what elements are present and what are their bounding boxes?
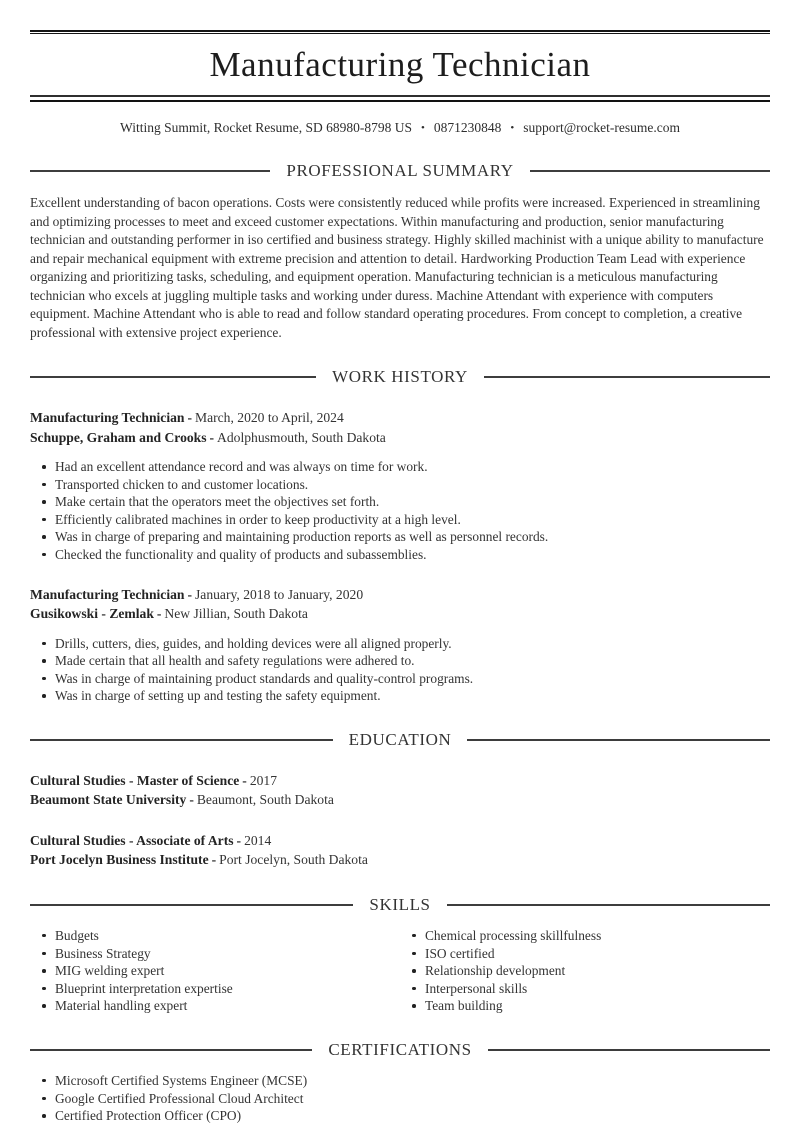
job-bullet-text: Made certain that all health and safety regulations were adhered to. — [55, 653, 415, 669]
page-title: Manufacturing Technician — [209, 45, 591, 84]
bullet-dot-icon — [42, 934, 46, 938]
bullet-dot-icon — [412, 1004, 416, 1008]
skill-item — [41, 997, 400, 1015]
job-title: Manufacturing Technician — [30, 410, 185, 425]
job-title-line — [30, 408, 770, 428]
heading-rule-left — [30, 1049, 312, 1051]
job-bullet-text: Make certain that the operators meet the objectives set forth. — [55, 494, 380, 510]
bullet-dot-icon — [412, 969, 416, 973]
job-bullet — [41, 635, 770, 653]
bullet-dot-icon — [42, 1097, 46, 1101]
skill-text: Chemical processing skillfulness — [425, 927, 602, 943]
skill-item — [411, 997, 770, 1015]
bullet-dot-icon — [42, 642, 46, 646]
dash-separator: - — [209, 429, 215, 445]
school-name: Beaumont State University — [30, 792, 187, 808]
bullet-dot-icon — [42, 659, 46, 663]
section-heading-skills — [30, 895, 770, 915]
company-name: Gusikowski - Zemlak — [30, 606, 154, 622]
certification-item — [41, 1090, 770, 1108]
job-bullet — [41, 458, 770, 476]
skill-text: Business Strategy — [55, 945, 151, 961]
job-dates: March, 2020 to April, 2024 — [195, 410, 344, 425]
heading-rule-right — [488, 1049, 770, 1051]
skill-text: ISO certified — [425, 945, 495, 961]
job-bullet — [41, 476, 770, 494]
title-rule-top — [30, 30, 770, 34]
skill-text: Material handling expert — [55, 998, 188, 1014]
section-heading-label: WORK HISTORY — [332, 367, 468, 386]
dot-separator: • — [420, 122, 425, 134]
degree-line — [30, 771, 770, 791]
job-bullet — [41, 546, 770, 564]
skill-text: Team building — [425, 998, 503, 1014]
job-bullet-text: Drills, cutters, dies, guides, and holding devices were all aligned properly. — [55, 635, 452, 651]
bullet-dot-icon — [42, 518, 46, 522]
contact-line — [30, 120, 770, 136]
job-entry — [30, 408, 770, 564]
dot-separator: • — [510, 122, 515, 134]
section-heading-certifications — [30, 1040, 770, 1060]
job-bullet — [41, 511, 770, 529]
section-heading-label: CERTIFICATIONS — [328, 1039, 472, 1059]
degree: Cultural Studies - Associate of Arts — [30, 832, 234, 848]
certification-text: Google Certified Professional Cloud Architect — [55, 1090, 304, 1106]
section-heading-professional-summary — [30, 161, 770, 181]
dash-separator: - — [242, 772, 247, 788]
bullet-dot-icon — [42, 987, 46, 991]
heading-rule-right — [530, 170, 770, 172]
job-bullet — [41, 670, 770, 688]
title-rule-bottom — [30, 95, 770, 102]
skill-text: MIG welding expert — [55, 963, 165, 979]
certifications-list — [30, 1072, 770, 1125]
school-line — [30, 790, 770, 810]
job-title-line — [30, 585, 770, 605]
bullet-dot-icon — [42, 952, 46, 956]
dash-separator: - — [236, 832, 242, 848]
job-bullet-text: Was in charge of preparing and maintaining production reports as well as personnel records. — [55, 529, 549, 545]
school-line — [30, 850, 770, 870]
job-bullet-text: Efficiently calibrated machines in order to keep productivity at a high level. — [55, 511, 461, 527]
bullet-dot-icon — [42, 694, 46, 698]
bullet-dot-icon — [412, 934, 416, 938]
bullet-dot-icon — [42, 500, 46, 504]
dash-separator: - — [189, 792, 194, 808]
heading-rule-left — [30, 170, 270, 172]
job-location: New Jillian, South Dakota — [164, 606, 308, 622]
section-heading-label: EDUCATION — [348, 729, 452, 749]
job-bullet-text: Had an excellent attendance record and was always on time for work. — [55, 459, 428, 474]
bullet-dot-icon — [42, 465, 46, 469]
company-name: Schuppe, Graham and Crooks — [30, 429, 207, 445]
heading-rule-left — [30, 376, 316, 378]
contact-address: Witting Summit, Rocket Resume, SD 68980-8798 US — [120, 120, 412, 135]
job-bullet-list — [30, 635, 770, 705]
section-heading-label: PROFESSIONAL SUMMARY — [286, 161, 514, 180]
bullet-dot-icon — [412, 987, 416, 991]
dash-separator: - — [187, 410, 192, 425]
education-entry — [30, 771, 770, 810]
section-heading-label: SKILLS — [369, 894, 431, 914]
skill-text: Interpersonal skills — [425, 980, 528, 996]
skill-text: Budgets — [55, 927, 99, 943]
heading-rule-right — [467, 739, 770, 741]
job-title: Manufacturing Technician — [30, 586, 185, 602]
bullet-dot-icon — [42, 1079, 46, 1083]
heading-rule-left — [30, 904, 353, 906]
job-company-line — [30, 604, 770, 624]
skills-columns — [30, 927, 770, 1015]
skill-item — [411, 945, 770, 963]
section-heading-education — [30, 730, 770, 750]
school-location: Port Jocelyn, South Dakota — [219, 852, 368, 868]
school-location: Beaumont, South Dakota — [196, 792, 334, 808]
skills-list-right — [400, 927, 770, 1015]
skill-text: Relationship development — [425, 963, 566, 979]
bullet-dot-icon — [42, 969, 46, 973]
degree-line — [30, 831, 770, 851]
skills-list-left — [30, 927, 400, 1015]
degree: Cultural Studies - Master of Science — [30, 772, 240, 788]
section-heading-work-history — [30, 367, 770, 387]
bullet-dot-icon — [42, 677, 46, 681]
job-company-line — [30, 428, 770, 448]
job-bullet-text: Transported chicken to and customer locations. — [55, 476, 309, 492]
dash-separator: - — [187, 586, 192, 602]
skill-item — [41, 962, 400, 980]
job-bullet-text: Checked the functionality and quality of products and subassemblies. — [55, 546, 427, 562]
certification-text: Microsoft Certified Systems Engineer (MCSE) — [55, 1072, 308, 1088]
graduation-year: 2014 — [244, 832, 272, 848]
skill-text: Blueprint interpretation expertise — [55, 980, 233, 996]
skill-item — [411, 962, 770, 980]
job-entry — [30, 585, 770, 705]
bullet-dot-icon — [42, 1114, 46, 1118]
contact-phone: 0871230848 — [433, 120, 502, 135]
school-name: Port Jocelyn Business Institute — [30, 852, 209, 868]
skill-item — [41, 980, 400, 998]
summary-text: Excellent understanding of bacon operations. Costs were consistently reduced while profits were increased. Experienced in streamlining and optimizing processes to meet and exceed customer expectations. Within manufacturing and production, senior manufacturing technician and outstanding performer in iso certified and business strategy. Highly skilled machinist with a unique ability to manufacture and repair mechanical equipment with extreme precision and attention to detail. Hardworking Production Team Lead with experience organizing and prioritizing tasks, scheduling, and equipment operation. Manufacturing technician is a meticulous manufacturing technician who excels at juggling multiple tasks and working under duress. Machine Attendant with experience with computers equipment. Machine Attendant who is able to read and follow standard operating procedures. From concept to completion, a creative professional with extensive project experience. — [30, 195, 764, 340]
certification-item — [41, 1072, 770, 1090]
job-location: Adolphusmouth, South Dakota — [217, 429, 386, 445]
certification-item — [41, 1107, 770, 1125]
bullet-dot-icon — [412, 952, 416, 956]
job-bullet — [41, 687, 770, 705]
job-bullet — [41, 652, 770, 670]
bullet-dot-icon — [42, 553, 46, 557]
dash-separator: - — [156, 606, 162, 622]
skill-item — [41, 945, 400, 963]
heading-rule-right — [484, 376, 770, 378]
bullet-dot-icon — [42, 535, 46, 539]
education-entry — [30, 831, 770, 870]
job-bullet-text: Was in charge of setting up and testing the safety equipment. — [55, 688, 381, 704]
job-bullet — [41, 493, 770, 511]
graduation-year: 2017 — [249, 772, 278, 788]
bullet-dot-icon — [42, 1004, 46, 1008]
skill-item — [41, 927, 400, 945]
heading-rule-left — [30, 739, 333, 741]
job-bullet — [41, 528, 770, 546]
job-dates: January, 2018 to January, 2020 — [195, 586, 364, 602]
skill-item — [411, 980, 770, 998]
contact-email: support@rocket-resume.com — [523, 120, 680, 135]
bullet-dot-icon — [42, 483, 46, 487]
job-bullet-list — [30, 458, 770, 564]
heading-rule-right — [447, 904, 770, 906]
dash-separator: - — [211, 852, 217, 868]
job-bullet-text: Was in charge of maintaining product standards and quality-control programs. — [55, 670, 474, 686]
certification-text: Certified Protection Officer (CPO) — [55, 1108, 242, 1124]
skill-item — [411, 927, 770, 945]
